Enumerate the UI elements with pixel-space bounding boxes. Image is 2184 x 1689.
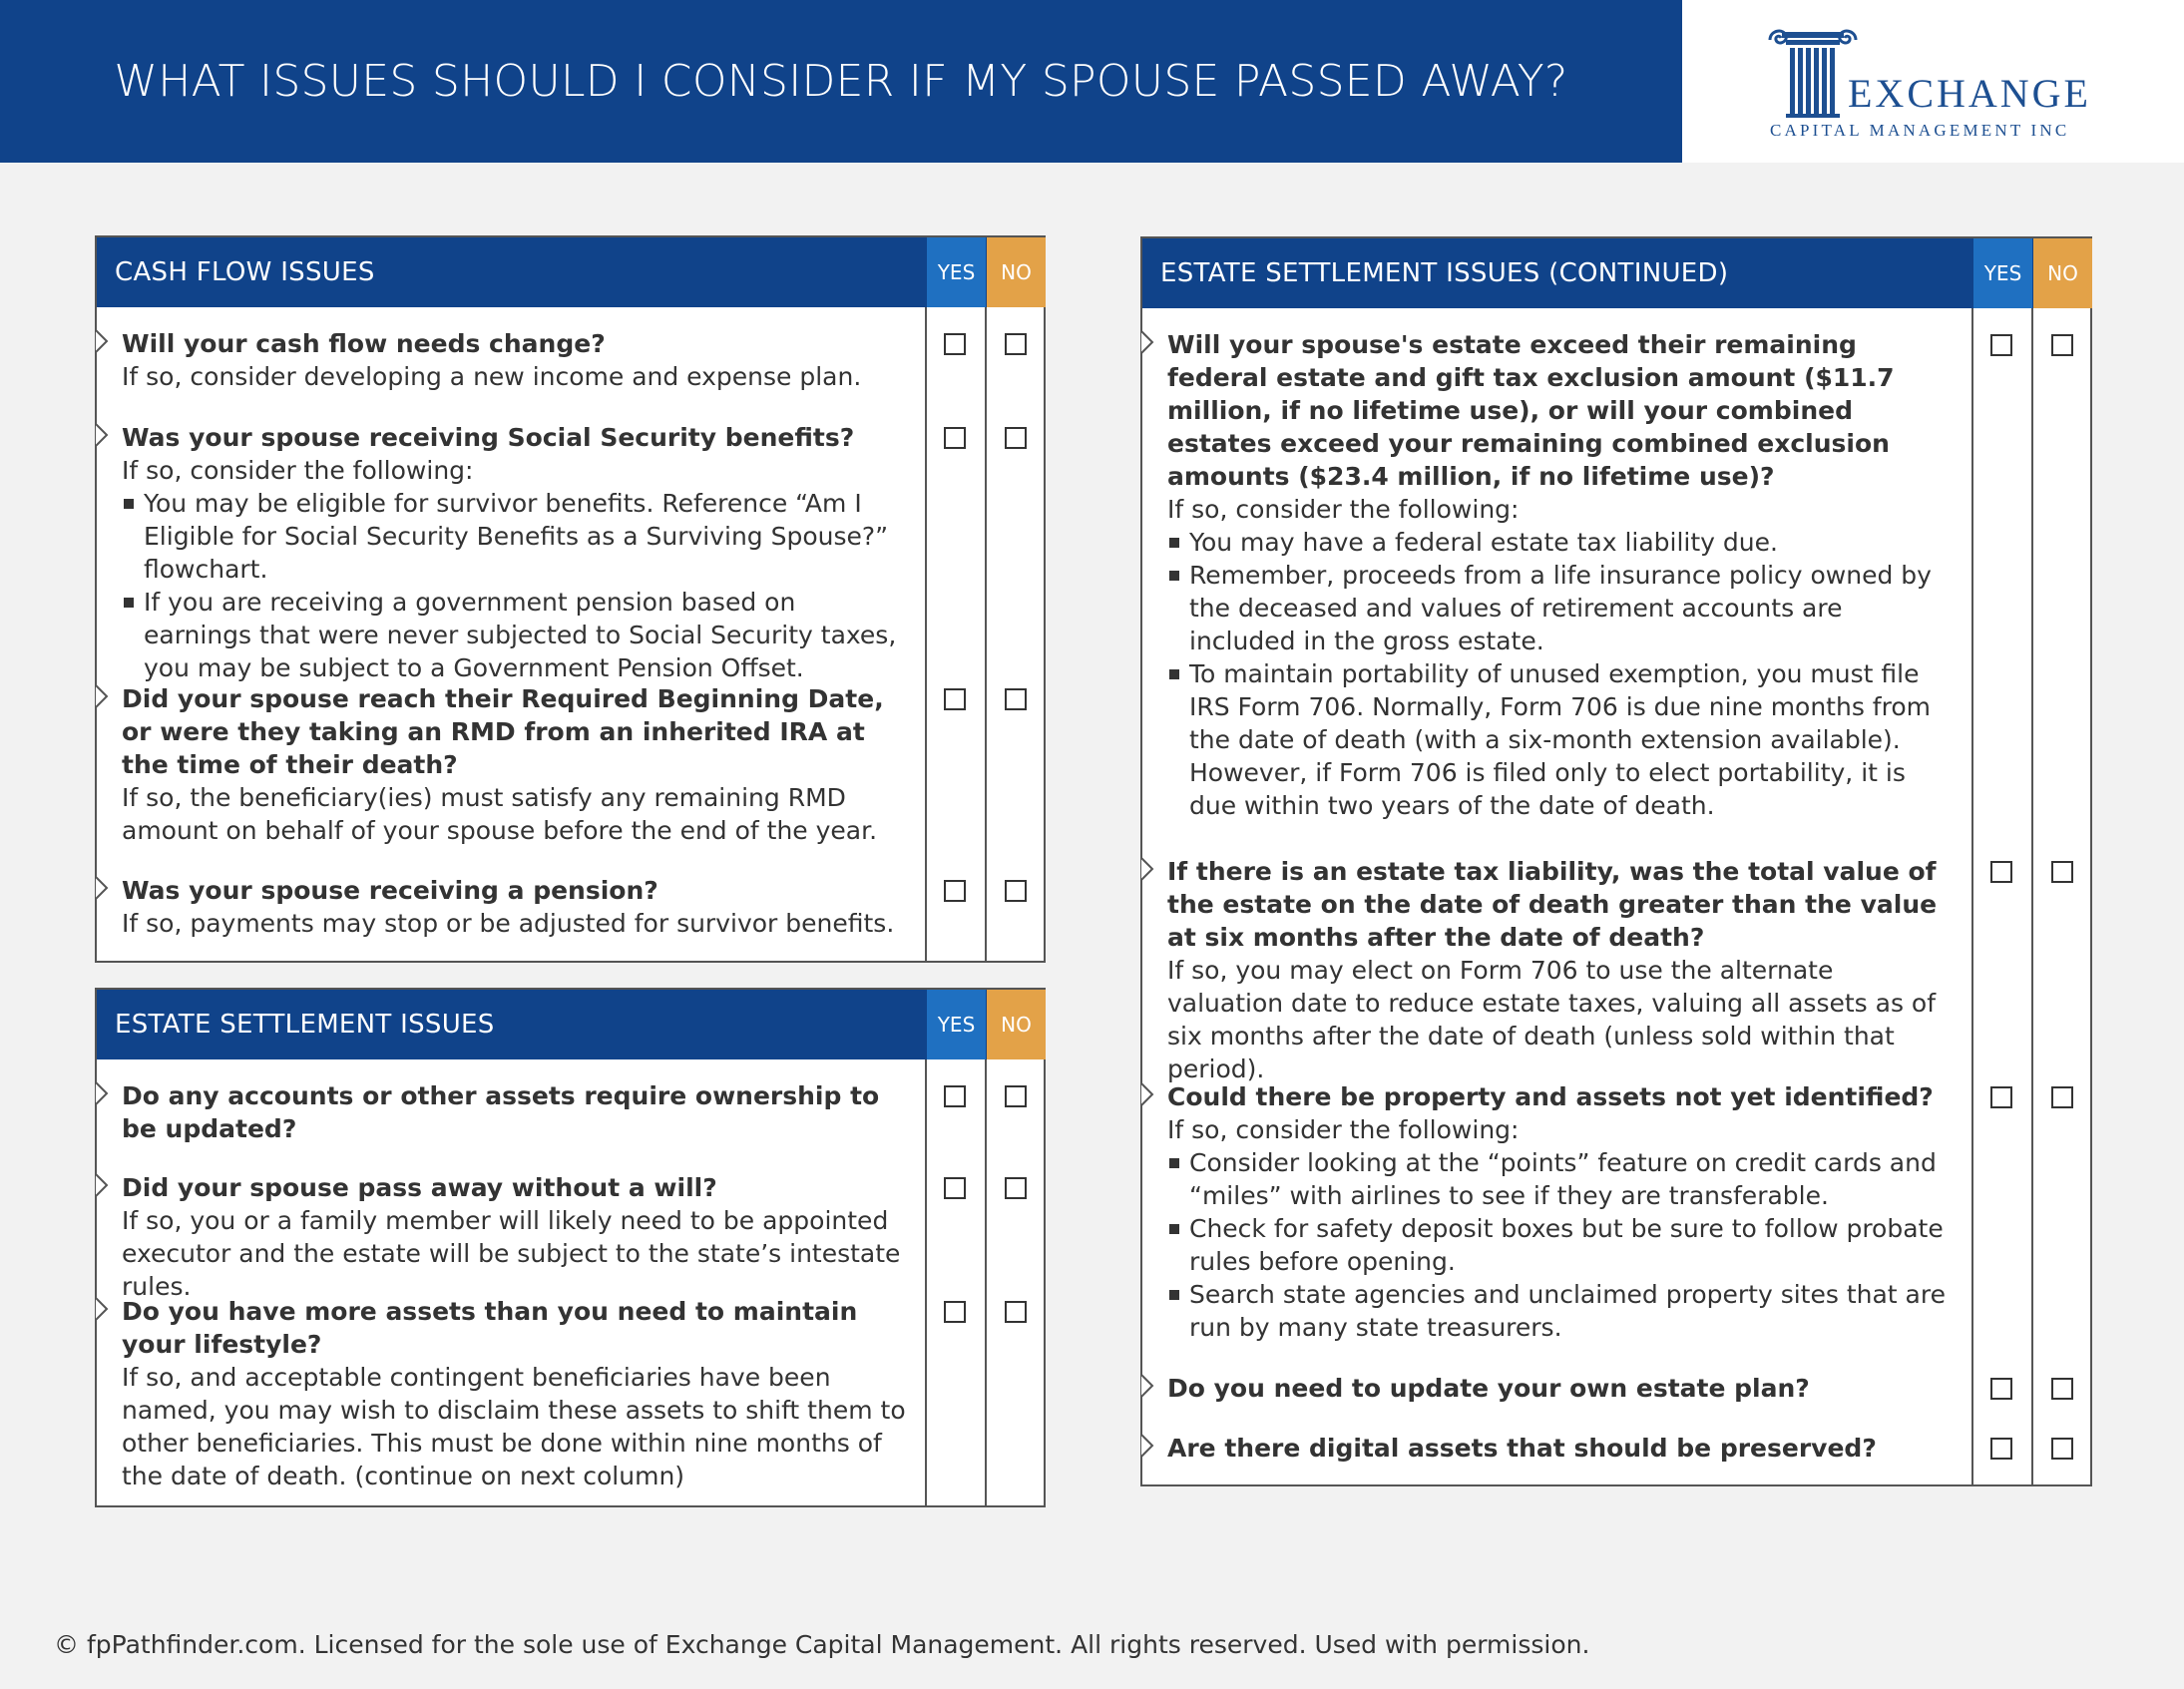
yes-checkbox[interactable] [1990, 1378, 2012, 1400]
yes-checkbox[interactable] [944, 333, 966, 355]
estate-item [122, 1171, 910, 1303]
question-text: Could there be property and assets not yet identified? [1167, 1082, 1934, 1111]
yes-checkbox[interactable] [1990, 1438, 2012, 1460]
no-checkbox[interactable] [1005, 427, 1027, 449]
estate-continued-header [1142, 238, 2090, 308]
logo-subtitle: CAPITAL MANAGEMENT INC [1770, 121, 2070, 140]
estate-settlement-continued-panel [1140, 236, 2092, 1486]
no-checkbox[interactable] [1005, 880, 1027, 902]
bullet-item: You may be eligible for survivor benefits. Reference “Am I Eligible for Social Security Benefits as a Surviving Spouse?” flowchart. [122, 487, 910, 586]
estate-continued-item [1167, 1432, 1956, 1465]
estate-continued-item [1167, 855, 1956, 1085]
question-text: Was your spouse receiving a pension? [122, 876, 658, 905]
estate-settlement-title: ESTATE SETTLEMENT ISSUES [115, 1010, 495, 1040]
chevron-right-icon [1140, 1434, 1154, 1458]
question-text: Are there digital assets that should be preserved? [1167, 1434, 1877, 1463]
cash-flow-item [122, 421, 910, 684]
column-divider [1971, 308, 1973, 1484]
yes-checkbox[interactable] [944, 1085, 966, 1107]
yes-checkbox[interactable] [1990, 861, 2012, 883]
question-text: Do you have more assets than you need to maintain your lifestyle? [122, 1297, 858, 1359]
estate-continued-item [1167, 1372, 1956, 1405]
bullet-list [1167, 1146, 1956, 1344]
no-checkbox[interactable] [1005, 688, 1027, 710]
bullet-list [122, 487, 910, 684]
chevron-right-icon [95, 329, 109, 353]
no-checkbox[interactable] [1005, 1085, 1027, 1107]
no-checkbox[interactable] [2051, 1378, 2073, 1400]
chevron-right-icon [95, 876, 109, 900]
column-divider [925, 307, 927, 961]
cash-flow-title: CASH FLOW ISSUES [115, 257, 375, 287]
bullet-item: Consider looking at the “points” feature on credit cards and “miles” with airlines to see if they are transferable. [1167, 1146, 1956, 1212]
estate-settlement-panel [95, 988, 1046, 1507]
copyright-footer: © fpPathfinder.com. Licensed for the sole use of Exchange Capital Management. All rights reserved. Used with permission. [54, 1630, 1590, 1659]
estate-item [122, 1295, 910, 1492]
question-detail: If so, consider the following: [1167, 495, 1520, 524]
column-divider [985, 1059, 987, 1505]
chevron-right-icon [1140, 857, 1154, 881]
page-title: WHAT ISSUES SHOULD I CONSIDER IF MY SPOUSE PASSED AWAY? [114, 56, 1568, 107]
question-detail: If so, you may elect on Form 706 to use the alternate valuation date to reduce estate taxes, valuing all assets as of six months after the date of death (unless sold within that period). [1167, 956, 1937, 1083]
yes-checkbox[interactable] [1990, 1086, 2012, 1108]
chevron-right-icon [1140, 1082, 1154, 1106]
estate-settlement-header [97, 990, 1044, 1059]
no-column-header: NO [987, 237, 1046, 307]
yes-column-header: YES [927, 237, 986, 307]
company-logo [1682, 0, 2184, 163]
chevron-right-icon [1140, 330, 1154, 354]
yes-checkbox[interactable] [944, 688, 966, 710]
question-detail: If so, consider the following: [122, 456, 474, 485]
question-text: Will your spouse's estate exceed their remaining federal estate and gift tax exclusion amount ($11.7 million, if no lifetime use), or will your combined estates exceed your remaining combined exclusion amounts ($23.4 million, if no lifetime use)? [1167, 330, 1895, 491]
yes-column-header: YES [927, 990, 986, 1059]
question-detail: If so, payments may stop or be adjusted for survivor benefits. [122, 909, 895, 938]
no-checkbox[interactable] [1005, 1301, 1027, 1323]
question-text: If there is an estate tax liability, was the total value of the estate on the date of death greater than the value at six months after the date of death? [1167, 857, 1938, 952]
cash-flow-item [122, 682, 910, 847]
estate-continued-item [1167, 1080, 1956, 1344]
chevron-right-icon [1140, 1374, 1154, 1398]
bullet-item: If you are receiving a government pension based on earnings that were never subjected to Social Security taxes, you may be subject to a Government Pension Offset. [122, 586, 910, 684]
chevron-right-icon [95, 1173, 109, 1197]
question-text: Do any accounts or other assets require ownership to be updated? [122, 1081, 880, 1143]
estate-continued-title: ESTATE SETTLEMENT ISSUES (CONTINUED) [1160, 258, 1729, 288]
yes-checkbox[interactable] [944, 880, 966, 902]
ionic-column-logo-icon [1768, 26, 1858, 122]
bullet-list [1167, 526, 1956, 822]
no-checkbox[interactable] [1005, 1177, 1027, 1199]
yes-checkbox[interactable] [944, 1177, 966, 1199]
column-divider [985, 307, 987, 961]
question-detail: If so, the beneficiary(ies) must satisfy any remaining RMD amount on behalf of your spouse before the end of the year. [122, 783, 878, 845]
no-checkbox[interactable] [1005, 333, 1027, 355]
bullet-item: Remember, proceeds from a life insurance policy owned by the deceased and values of retirement accounts are included in the gross estate. [1167, 559, 1956, 657]
question-detail: If so, consider developing a new income and expense plan. [122, 362, 862, 391]
estate-item [122, 1079, 910, 1145]
yes-checkbox[interactable] [944, 427, 966, 449]
no-column-header: NO [2033, 238, 2092, 308]
bullet-item: You may have a federal estate tax liability due. [1167, 526, 1956, 559]
column-divider [925, 1059, 927, 1505]
no-column-header: NO [987, 990, 1046, 1059]
question-detail: If so, you or a family member will likely need to be appointed executor and the estate will be subject to the state’s intestate rules. [122, 1206, 901, 1301]
yes-checkbox[interactable] [944, 1301, 966, 1323]
bullet-item: Search state agencies and unclaimed property sites that are run by many state treasurers. [1167, 1278, 1956, 1344]
cash-flow-panel [95, 235, 1046, 963]
chevron-right-icon [95, 684, 109, 708]
column-divider [2031, 308, 2033, 1484]
no-checkbox[interactable] [2051, 1438, 2073, 1460]
no-checkbox[interactable] [2051, 1086, 2073, 1108]
yes-checkbox[interactable] [1990, 334, 2012, 356]
question-text: Will your cash flow needs change? [122, 329, 606, 358]
estate-continued-item [1167, 328, 1956, 822]
question-detail: If so, consider the following: [1167, 1115, 1520, 1144]
cash-flow-item [122, 327, 910, 393]
no-checkbox[interactable] [2051, 861, 2073, 883]
cash-flow-header [97, 237, 1044, 307]
no-checkbox[interactable] [2051, 334, 2073, 356]
chevron-right-icon [95, 1297, 109, 1321]
question-text: Was your spouse receiving Social Security benefits? [122, 423, 855, 452]
cash-flow-item [122, 874, 910, 940]
bullet-item: Check for safety deposit boxes but be sure to follow probate rules before opening. [1167, 1212, 1956, 1278]
logo-name: EXCHANGE [1848, 71, 2091, 116]
question-text: Did your spouse reach their Required Beginning Date, or were they taking an RMD from an inherited IRA at the time of their death? [122, 684, 884, 779]
chevron-right-icon [95, 1081, 109, 1105]
question-detail: If so, and acceptable contingent beneficiaries have been named, you may wish to disclaim these assets to shift them to other beneficiaries. This must be done within nine months of the date of death. (continue on next column) [122, 1363, 906, 1490]
chevron-right-icon [95, 423, 109, 447]
header-banner [0, 0, 1682, 163]
question-text: Did your spouse pass away without a will? [122, 1173, 717, 1202]
yes-column-header: YES [1973, 238, 2032, 308]
question-text: Do you need to update your own estate plan? [1167, 1374, 1810, 1403]
bullet-item: To maintain portability of unused exemption, you must file IRS Form 706. Normally, Form 706 is due nine months from the date of death (with a six-month extension available). However, if Form 706 is filed only to elect portability, it is due within two years of the date of death. [1167, 657, 1956, 822]
